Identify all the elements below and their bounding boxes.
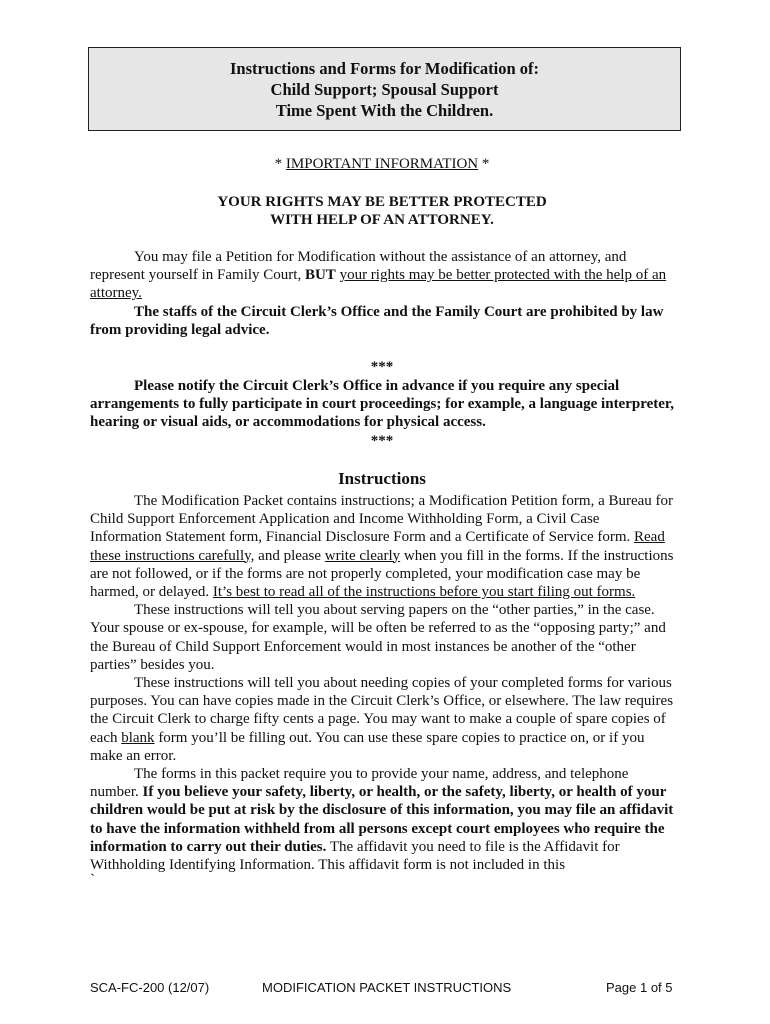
accommodations-notice: Please notify the Circuit Clerk’s Office in advance if you require any special arrangements to fully participate in court proceedings; for example, a language interpreter, hearing or visual aids, or accommodations for physical access. bbox=[90, 378, 674, 431]
footer-title: MODIFICATION PACKET INSTRUCTIONS bbox=[262, 980, 512, 995]
attorney-paragraph: You may file a Petition for Modification without the assistance of an attorney, and represent yourself in Family Court, BUT your rights may be better protected with the help of an attorney. The staffs of the Circuit Clerk’s Office and the Family Court are prohibited by law from providing legal advice. bbox=[90, 248, 674, 339]
serving-paragraph: These instructions will tell you about serving papers on the “other parties,” in the case. Your spouse or ex-spouse, for example, will be often be referred to as the “opposing party;” and the Bureau of Child Support Enforcement would in most instances be another of the “other parties” besides you. bbox=[90, 602, 666, 673]
important-label: IMPORTANT INFORMATION bbox=[285, 156, 479, 172]
footer-page-number: Page 1 of 5 bbox=[606, 980, 673, 995]
attorney-help-underlined: your rights may be better protected with the help of an attorney. bbox=[90, 267, 667, 302]
separator-top: *** bbox=[370, 359, 394, 375]
packet-paragraph: The Modification Packet contains instructions; a Modification Petition form, a Bureau for Child Support Enforcement Application and Income Withholding Form, a Civil Case Information Statement form, Financial Disclosure Form and a Certificate of Service form. Read these instructions carefully, and please write clearly when you fill in the forms. If the instructions are not followed, or if the forms are not properly completed, your modification case may be harmed, or delayed. It’s best to read all of the instructions before you start filing out forms. bbox=[90, 493, 674, 601]
stray-mark: ` bbox=[90, 872, 95, 889]
title-line-3: Time Spent With the Children. bbox=[275, 101, 494, 120]
title-line-2: Child Support; Spousal Support bbox=[270, 80, 499, 99]
title-box bbox=[88, 47, 681, 131]
title-line-1: Instructions and Forms for Modification of: bbox=[229, 59, 540, 78]
forms-paragraph: The forms in this packet require you to provide your name, address, and telephone number. If you believe your safety, liberty, or health, or the safety, liberty, or health of your children would be put at risk by the disclosure of this information, you may file an affidavit to have the information withheld from all persons except court employees who require the information to carry out their duties. The affidavit you need to file is the Affidavit for Withholding Identifying Information. This affidavit form is not included in this bbox=[90, 766, 674, 874]
important-information-heading: * IMPORTANT INFORMATION * bbox=[274, 156, 490, 172]
staff-notice: The staffs of the Circuit Clerk’s Office and the Family Court are prohibited by law from providing legal advice. bbox=[90, 303, 664, 338]
copies-paragraph: These instructions will tell you about needing copies of your completed forms for various purposes. You can have copies made in the Circuit Clerk’s Office, or elsewhere. The law requires the Circuit Clerk to charge fifty cents a page. You may want to make a couple of spare copies of each blank form you’ll be filling out. You can use these spare copies to practice on, or if you make an error. bbox=[90, 675, 674, 764]
instructions-heading: Instructions bbox=[338, 469, 426, 488]
rights-notice: YOUR RIGHTS MAY BE BETTER PROTECTED WITH HELP OF AN ATTORNEY. bbox=[217, 194, 547, 229]
instructions-body bbox=[90, 492, 674, 889]
separator-bottom: *** bbox=[370, 433, 394, 449]
footer-form-code: SCA-FC-200 (12/07) bbox=[90, 980, 210, 995]
